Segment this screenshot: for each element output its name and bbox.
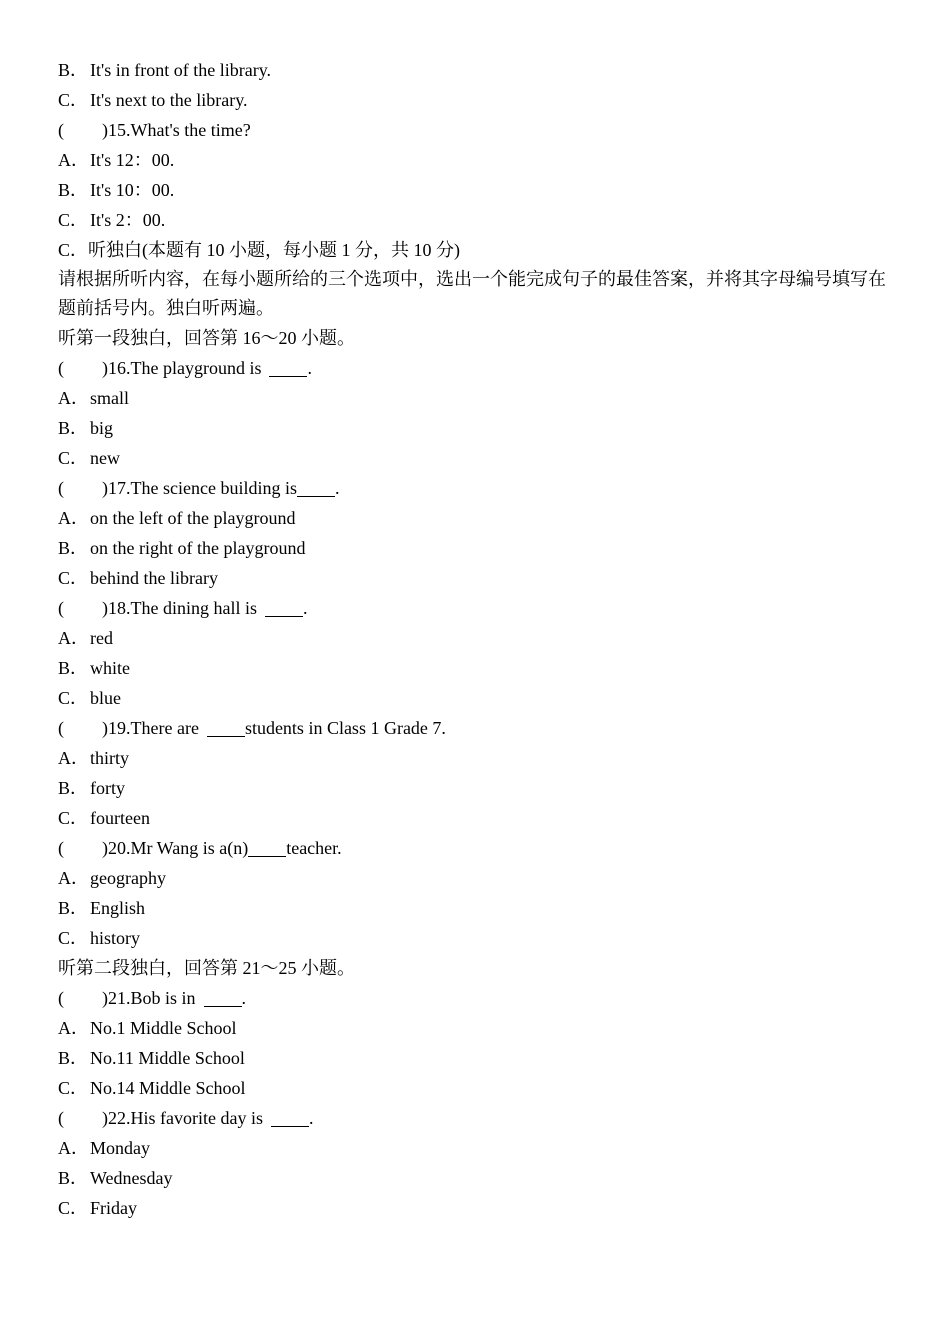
option-line <box>58 743 898 773</box>
option-line <box>58 623 898 653</box>
answer-bracket: ( <box>58 838 64 858</box>
option-line <box>58 145 898 175</box>
option-text: It's 12：00. <box>90 150 175 170</box>
option-line <box>58 923 898 953</box>
option-letter: B． <box>58 778 89 798</box>
answer-blank <box>248 838 286 857</box>
option-line <box>58 205 898 235</box>
answer-bracket: ( <box>58 478 64 498</box>
option-line <box>58 1043 898 1073</box>
option-letter: A． <box>58 150 89 170</box>
option-text: English <box>90 898 146 918</box>
question-19 <box>58 713 898 743</box>
option-text: No.14 Middle School <box>90 1078 246 1098</box>
option-line <box>58 383 898 413</box>
option-text: small <box>90 388 129 408</box>
question-stem: )18.The dining hall is <box>102 598 257 618</box>
option-line <box>58 893 898 923</box>
option-line <box>58 863 898 893</box>
option-line <box>58 443 898 473</box>
question-stem-end: . <box>308 1108 314 1128</box>
option-letter: A． <box>58 628 89 648</box>
answer-bracket: ( <box>58 358 64 378</box>
question-stem: )17.The science building is <box>102 478 297 498</box>
passage-intro: 听第二段独白，回答第 21～25 小题。 <box>58 958 355 978</box>
option-letter: C． <box>58 448 89 468</box>
option-line <box>58 653 898 683</box>
option-line <box>58 1133 898 1163</box>
option-line <box>58 1013 898 1043</box>
option-line <box>58 803 898 833</box>
question-15 <box>58 115 898 145</box>
option-letter: B． <box>58 60 89 80</box>
question-22 <box>58 1103 898 1133</box>
question-stem: )21.Bob is in <box>102 988 196 1008</box>
option-letter: A． <box>58 868 89 888</box>
section-instructions: 请根据所听内容，在每小题所给的三个选项中，选出一个能完成句子的最佳答案，并将其字母编号填写在题前括号内。独白听两遍。 <box>58 269 886 318</box>
option-text: Friday <box>90 1198 137 1218</box>
option-text: fourteen <box>90 808 150 828</box>
option-letter: B． <box>58 1168 89 1188</box>
option-text: on the left of the playground <box>90 508 296 528</box>
option-text: It's 2：00. <box>90 210 166 230</box>
question-stem-end: . <box>302 598 308 618</box>
option-text: white <box>90 658 130 678</box>
option-text: history <box>90 928 141 948</box>
option-letter: A． <box>58 388 89 408</box>
option-letter: B． <box>58 538 89 558</box>
option-line <box>58 683 898 713</box>
option-text: blue <box>90 688 121 708</box>
option-line <box>58 1193 898 1223</box>
option-text: Monday <box>90 1138 150 1158</box>
question-stem-end: . <box>307 358 312 378</box>
option-letter: C． <box>58 90 89 110</box>
option-text: It's next to the library. <box>90 90 248 110</box>
answer-blank <box>297 478 335 497</box>
option-letter: A． <box>58 748 89 768</box>
option-text: behind the library <box>90 568 218 588</box>
option-letter: C． <box>58 210 89 230</box>
option-line <box>58 1163 898 1193</box>
answer-bracket: ( <box>58 120 64 140</box>
option-letter: C． <box>58 1198 89 1218</box>
answer-bracket: ( <box>58 988 64 1008</box>
option-line <box>58 85 898 115</box>
question-stem: )22.His favorite day is <box>102 1108 263 1128</box>
option-line <box>58 773 898 803</box>
question-17 <box>58 473 898 503</box>
question-stem-end: . <box>241 988 247 1008</box>
answer-blank <box>265 598 303 617</box>
option-letter: B． <box>58 180 89 200</box>
option-line <box>58 503 898 533</box>
answer-blank <box>271 1108 309 1127</box>
option-line <box>58 413 898 443</box>
option-letter: B． <box>58 658 89 678</box>
option-text: red <box>90 628 113 648</box>
question-stem: )15.What's the time? <box>102 120 251 140</box>
answer-bracket: ( <box>58 598 64 618</box>
option-text: It's in front of the library. <box>90 60 272 80</box>
option-letter: B． <box>58 898 89 918</box>
option-text: thirty <box>90 748 129 768</box>
option-text: No.11 Middle School <box>90 1048 245 1068</box>
question-18 <box>58 593 898 623</box>
answer-bracket: ( <box>58 718 64 738</box>
option-text: new <box>90 448 120 468</box>
question-21 <box>58 983 898 1013</box>
passage-intro: 听第一段独白，回答第 16～20 小题。 <box>58 328 355 348</box>
option-text: forty <box>90 778 125 798</box>
option-letter: B． <box>58 418 89 438</box>
question-stem: )19.There are <box>102 718 199 738</box>
option-text: on the right of the playground <box>90 538 306 558</box>
question-20 <box>58 833 898 863</box>
question-stem-end: teacher. <box>286 838 342 858</box>
option-line <box>58 175 898 205</box>
section-heading: C．听独白(本题有 10 小题，每小题 1 分，共 10 分) <box>58 240 460 260</box>
answer-blank <box>207 718 245 737</box>
answer-blank <box>269 358 307 377</box>
answer-bracket: ( <box>58 1108 64 1128</box>
option-letter: B． <box>58 1048 89 1068</box>
option-letter: A． <box>58 508 89 528</box>
option-line <box>58 55 898 85</box>
option-text: It's 10：00. <box>90 180 175 200</box>
question-16 <box>58 353 898 383</box>
question-stem-end: students in Class 1 Grade 7. <box>244 718 446 738</box>
option-line <box>58 563 898 593</box>
exam-page <box>58 55 898 1223</box>
option-letter: C． <box>58 808 89 828</box>
answer-blank <box>204 988 242 1007</box>
question-stem: )16.The playground is <box>102 358 262 378</box>
option-line <box>58 533 898 563</box>
option-letter: C． <box>58 1078 89 1098</box>
option-letter: C． <box>58 688 89 708</box>
option-letter: A． <box>58 1138 89 1158</box>
option-text: big <box>90 418 114 438</box>
option-text: Wednesday <box>90 1168 173 1188</box>
option-text: geography <box>90 868 166 888</box>
question-stem: )20.Mr Wang is a(n) <box>102 838 249 858</box>
option-text: No.1 Middle School <box>90 1018 237 1038</box>
option-line <box>58 1073 898 1103</box>
question-stem-end: . <box>334 478 340 498</box>
option-letter: C． <box>58 928 89 948</box>
option-letter: C． <box>58 568 89 588</box>
option-letter: A． <box>58 1018 89 1038</box>
